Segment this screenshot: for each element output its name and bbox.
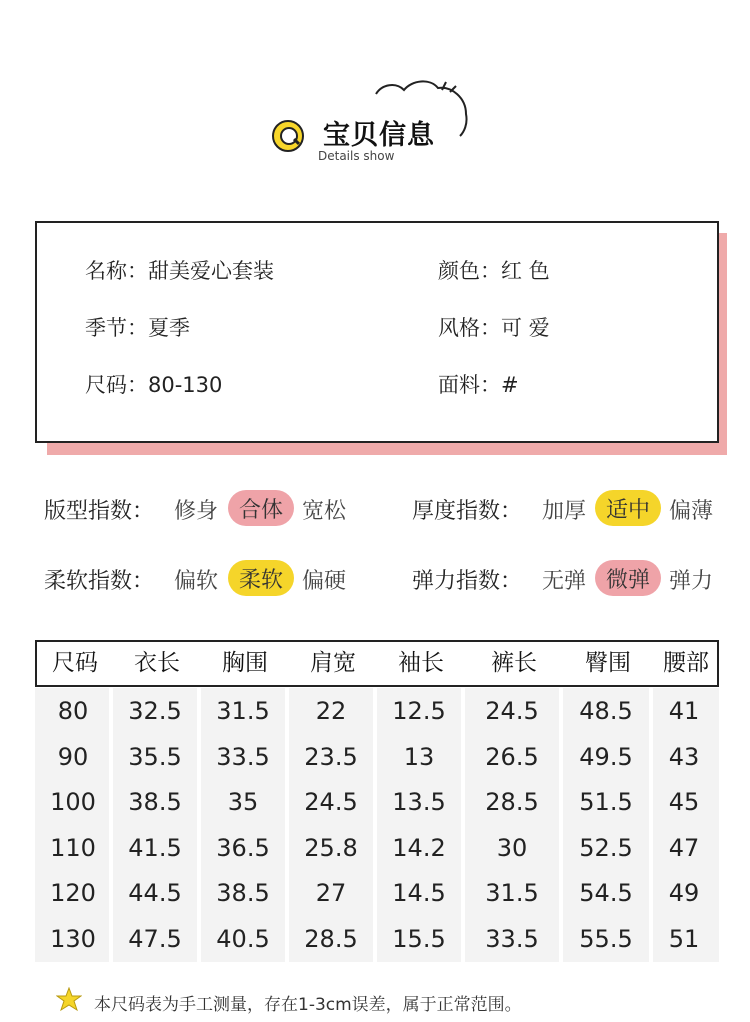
info-season: 季节：夏季 [85, 316, 190, 340]
table-cell: 51.5 [579, 788, 633, 816]
index-option: 偏薄 [669, 499, 714, 524]
table-cell: 100 [50, 788, 96, 816]
table-cell: 28.5 [304, 924, 358, 953]
table-cell: 48.5 [579, 697, 633, 725]
table-cell: 35.5 [128, 742, 182, 771]
table-cell: 15.5 [392, 924, 446, 953]
page-subtitle: Details show [318, 149, 395, 163]
table-cell: 49.5 [579, 742, 633, 771]
table-cell: 45 [668, 788, 700, 816]
index-option: 无弹 [542, 569, 587, 594]
table-cell: 41 [668, 697, 700, 725]
info-color: 颜色：红 色 [438, 259, 550, 283]
index-option-selected: 微弹 [595, 560, 661, 596]
star-icon [56, 987, 82, 1013]
table-cell: 22 [315, 697, 347, 725]
info-name: 名称：甜美爱心套装 [85, 259, 274, 283]
index-option-selected: 适中 [595, 490, 661, 526]
index-option: 宽松 [302, 499, 347, 524]
table-cell: 41.5 [128, 833, 182, 862]
table-cell: 35 [227, 788, 259, 816]
column-header: 袖长 [398, 650, 444, 676]
table-row [35, 734, 719, 780]
table-row [35, 779, 719, 825]
table-cell: 120 [50, 879, 96, 907]
index-option-selected: 合体 [228, 490, 294, 526]
table-cell: 130 [50, 924, 96, 953]
column-header: 腰部 [663, 650, 709, 676]
table-cell: 49 [668, 879, 700, 907]
index-option: 偏硬 [302, 569, 347, 594]
table-cell: 31.5 [485, 879, 539, 907]
column-header: 衣长 [134, 650, 180, 676]
page-title: 宝贝信息 [323, 120, 435, 151]
column-header: 裤长 [491, 650, 537, 676]
table-cell: 38.5 [216, 879, 270, 907]
table-cell: 51 [668, 924, 700, 953]
magnifier-icon [272, 120, 304, 152]
table-cell: 33.5 [216, 742, 270, 771]
table-cell: 54.5 [579, 879, 633, 907]
table-cell: 14.5 [392, 879, 446, 907]
table-cell: 27 [315, 879, 347, 907]
index-option: 修身 [174, 499, 219, 524]
table-cell: 32.5 [128, 697, 182, 725]
table-cell: 25.8 [304, 833, 358, 862]
index-label: 弹力指数： [412, 569, 523, 594]
info-fabric: 面料：# [438, 373, 519, 397]
info-style: 风格：可 爱 [438, 316, 550, 340]
table-cell: 47 [668, 833, 700, 862]
table-cell: 14.2 [392, 833, 446, 862]
table-cell: 38.5 [128, 788, 182, 816]
table-cell: 80 [57, 697, 89, 725]
table-cell: 31.5 [216, 697, 270, 725]
table-cell: 13.5 [392, 788, 446, 816]
table-cell: 28.5 [485, 788, 539, 816]
table-cell: 13 [403, 742, 435, 771]
index-option-selected: 柔软 [228, 560, 294, 596]
table-cell: 110 [50, 833, 96, 862]
table-cell: 43 [668, 742, 700, 771]
index-option: 弹力 [669, 569, 714, 594]
table-row [35, 916, 719, 962]
table-cell: 52.5 [579, 833, 633, 862]
column-header: 臀围 [585, 650, 631, 676]
table-cell: 90 [57, 742, 89, 771]
table-cell: 23.5 [304, 742, 358, 771]
table-row [35, 870, 719, 916]
column-header: 尺码 [52, 650, 98, 676]
table-cell: 30 [496, 833, 528, 862]
column-header: 胸围 [222, 650, 268, 676]
index-option: 偏软 [174, 569, 219, 594]
index-option: 加厚 [542, 499, 587, 524]
table-cell: 24.5 [304, 788, 358, 816]
table-cell: 24.5 [485, 697, 539, 725]
table-cell: 40.5 [216, 924, 270, 953]
info-size: 尺码：80-130 [85, 373, 223, 397]
table-row [35, 688, 719, 734]
table-cell: 44.5 [128, 879, 182, 907]
table-cell: 55.5 [579, 924, 633, 953]
table-cell: 12.5 [392, 697, 446, 725]
index-label: 柔软指数： [44, 569, 155, 594]
column-header: 肩宽 [310, 650, 356, 676]
table-cell: 26.5 [485, 742, 539, 771]
index-label: 版型指数： [44, 499, 155, 524]
size-note: 本尺码表为手工测量，存在1-3cm误差，属于正常范围。 [94, 995, 522, 1015]
section-header [0, 80, 750, 180]
table-cell: 47.5 [128, 924, 182, 953]
table-row [35, 825, 719, 871]
index-label: 厚度指数： [412, 499, 523, 524]
table-cell: 33.5 [485, 924, 539, 953]
product-info-box [35, 221, 719, 443]
table-header [35, 640, 719, 687]
table-cell: 36.5 [216, 833, 270, 862]
